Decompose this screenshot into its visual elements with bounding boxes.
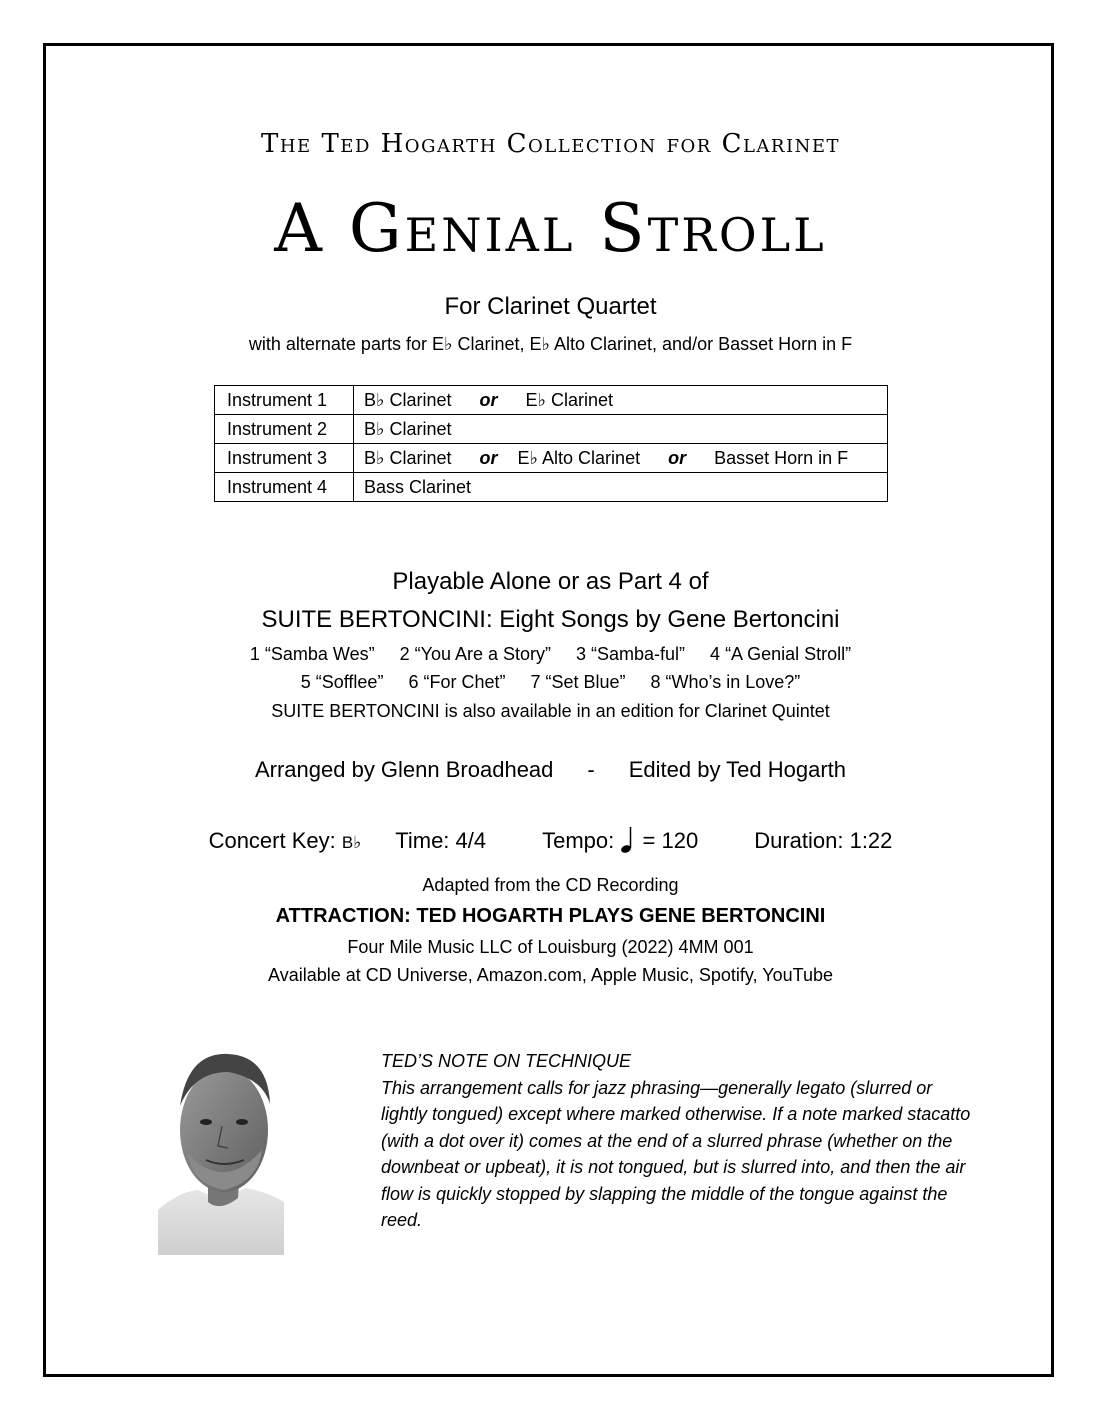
table-row [215, 444, 888, 473]
option-text: B♭ Clarinet [364, 418, 452, 439]
concert-key-value: B♭ [341, 833, 362, 852]
alternate-parts: with alternate parts for E♭ Clarinet, E♭ Alto Clarinet, and/or Basset Horn in F [248, 334, 853, 354]
quarter-note-icon [620, 826, 636, 854]
record-label: Four Mile Music LLC of Louisburg (2022) 4MM 001 [347, 937, 754, 957]
collection-title: The Ted Hogarth Collection for Clarinet [261, 129, 840, 159]
technique-note-body: This arrangement calls for jazz phrasing—generally legato (slurred or lightly tongued) except where marked otherwise. If a note marked stacatto (with a dot over it) comes at the end of a slurred phrase (whether on the downbeat or upbeat), it is not tongued, but is slurred into, and then the air flow is quickly stopped by slapping the middle of the tongue against the reed. [381, 1077, 971, 1230]
instrument-label: Instrument 1 [215, 386, 354, 415]
technique-note [381, 1048, 981, 1234]
instrument-label: Instrument 3 [215, 444, 354, 473]
option-text: Bass Clarinet [364, 476, 472, 497]
instrument-options [354, 415, 888, 444]
arranged-by: Arranged by Glenn Broadhead [254, 757, 554, 782]
adapted-from: Adapted from the CD Recording [422, 875, 679, 895]
playable-note: Playable Alone or as Part 4 of [392, 568, 709, 595]
table-row [215, 473, 888, 502]
piece-title: A Genial Stroll [274, 190, 827, 267]
instrument-options [354, 444, 888, 473]
concert-key-label: Concert Key: [208, 828, 336, 853]
option-text: Basset Horn in F [714, 447, 849, 468]
option-text: B♭ Clarinet [364, 447, 452, 468]
credit-separator: - [587, 757, 595, 782]
song-list-line-1: 1 “Samba Wes” 2 “You Are a Story” 3 “Samba-ful” 4 “A Genial Stroll” [249, 644, 852, 664]
tempo-value: = 120 [642, 828, 699, 853]
instrument-label: Instrument 4 [215, 473, 354, 502]
time-signature: Time: 4/4 [395, 828, 487, 853]
piece-info-line [0, 826, 1101, 854]
option-text: E♭ Clarinet [525, 389, 614, 410]
instrument-options [354, 473, 888, 502]
quintet-note: SUITE BERTONCINI is also available in an edition for Clarinet Quintet [271, 701, 830, 721]
table-row [215, 386, 888, 415]
album-title: ATTRACTION: TED HOGARTH PLAYS GENE BERTONCINI [275, 905, 826, 927]
table-row [215, 415, 888, 444]
suite-title: SUITE BERTONCINI: Eight Songs by Gene Bertoncini [261, 606, 840, 633]
technique-note-heading: TED’S NOTE ON TECHNIQUE [381, 1051, 632, 1071]
or-word: or [479, 389, 498, 410]
instrument-label: Instrument 2 [215, 415, 354, 444]
option-text: B♭ Clarinet [364, 389, 452, 410]
duration: Duration: 1:22 [754, 828, 893, 853]
portrait-photo [158, 1042, 284, 1255]
or-word: or [479, 447, 498, 468]
song-list-line-2: 5 “Sofflee” 6 “For Chet” 7 “Set Blue” 8 “Who’s in Love?” [300, 672, 801, 692]
subtitle: For Clarinet Quartet [444, 293, 657, 320]
availability: Available at CD Universe, Amazon.com, Apple Music, Spotify, YouTube [268, 965, 833, 985]
or-word: or [668, 447, 687, 468]
option-text: E♭ Alto Clarinet [517, 447, 641, 468]
tempo-label: Tempo: [542, 828, 615, 853]
credits-line [0, 757, 1101, 783]
instrument-table [214, 385, 888, 502]
instrument-options [354, 386, 888, 415]
edited-by: Edited by Ted Hogarth [628, 757, 847, 782]
